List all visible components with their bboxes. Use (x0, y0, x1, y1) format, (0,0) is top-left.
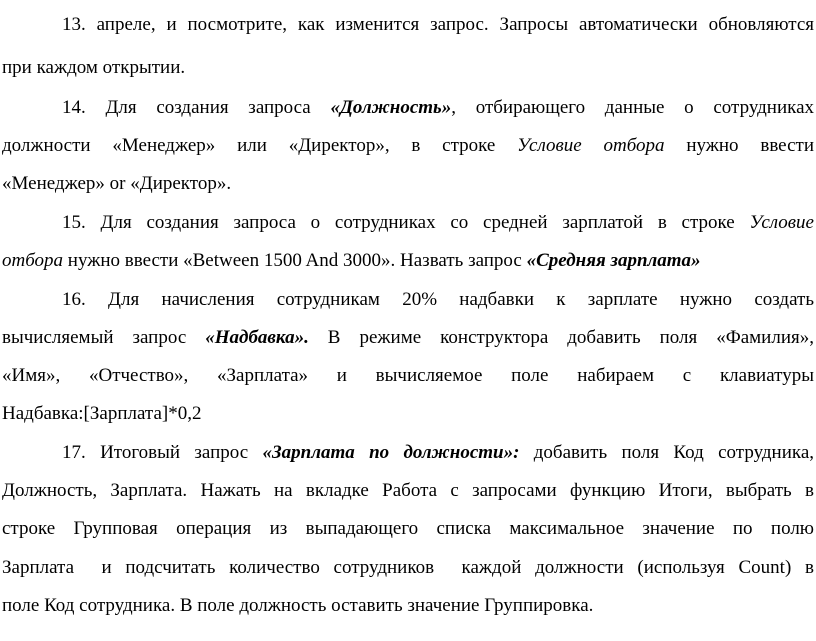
item-17-line-5 (2, 594, 814, 618)
item-14-text-2c: нужно ввести (664, 135, 814, 156)
item-14-number: 14. (62, 97, 86, 118)
item-14-line-3 (2, 172, 814, 196)
item-17-text-1a: Итоговый запрос (100, 442, 263, 463)
item-14-text-3: «Менеджер» or «Директор». (2, 173, 232, 194)
item-14-line-2 (2, 134, 814, 158)
item-15-line-1 (62, 211, 814, 235)
item-13-line-2 (2, 56, 814, 80)
item-17-line-4 (2, 556, 814, 580)
item-16-line-1 (62, 288, 814, 312)
item-17-line-1 (62, 441, 814, 465)
item-17-text-3: строке Групповая операция из выпадающего списка максимальное значение по полю (2, 518, 814, 539)
item-15-field-2: отбора (2, 250, 64, 271)
item-16-text-2c: В режиме конструктора добавить поля «Фамилия», (308, 327, 814, 348)
item-17-text-4: Зарплата и подсчитать количество сотрудников каждой должности (используя Count) в (2, 557, 814, 578)
item-14-text-1c: , отбирающего данные о сотрудниках (451, 97, 814, 118)
item-17-line-2 (2, 479, 814, 503)
item-16-line-2 (2, 326, 814, 350)
item-16-line-4 (2, 402, 814, 426)
item-16-number: 16. (62, 289, 86, 310)
item-15-text-2b: нужно ввести «Between 1500 And 3000». Назвать запрос (63, 250, 527, 271)
item-14-text-2a: должности «Менеджер» или «Директор», в строке (2, 135, 518, 156)
item-17-query-name: «Зарплата по должности»: (262, 442, 520, 463)
item-16-text-2a: вычисляемый запрос (2, 327, 206, 348)
item-17-number: 17. (62, 442, 86, 463)
item-15-query-name: «Средняя зарплата» (526, 250, 701, 271)
item-13-line-1 (62, 13, 814, 37)
item-13-text-1: апреле, и посмотрите, как изменится запрос. Запросы автоматически обновляются (96, 14, 814, 35)
item-17-text-1c: добавить поля Код сотрудника, (519, 442, 815, 463)
item-13-text-2: при каждом открытии. (2, 57, 186, 78)
item-17-text-5: поле Код сотрудника. В поле должность оставить значение Группировка. (2, 595, 594, 616)
item-17-line-3 (2, 517, 814, 541)
item-15-number: 15. (62, 212, 86, 233)
item-14-field-name: Условие отбора (517, 135, 665, 156)
item-13-number: 13. (62, 14, 86, 35)
item-15-field-1: Условие (749, 212, 814, 233)
item-14-query-name: «Должность» (330, 97, 452, 118)
item-16-formula: Надбавка:[Зарплата]*0,2 (2, 403, 202, 424)
item-16-text-1: Для начисления сотрудникам 20% надбавки к зарплате нужно создать (108, 289, 814, 310)
item-14-text-1a: Для создания запроса (105, 97, 331, 118)
item-16-line-3 (2, 364, 814, 388)
item-14-line-1 (62, 96, 814, 120)
item-15-line-2 (2, 249, 814, 273)
item-17-text-2: Должность, Зарплата. Нажать на вкладке Работа с запросами функцию Итоги, выбрать в (2, 480, 814, 501)
item-16-query-name: «Надбавка». (205, 327, 309, 348)
item-16-text-3: «Имя», «Отчество», «Зарплата» и вычисляемое поле набираем с клавиатуры (2, 365, 814, 386)
item-15-text-1a: Для создания запроса о сотрудниках со средней зарплатой в строке (100, 212, 750, 233)
